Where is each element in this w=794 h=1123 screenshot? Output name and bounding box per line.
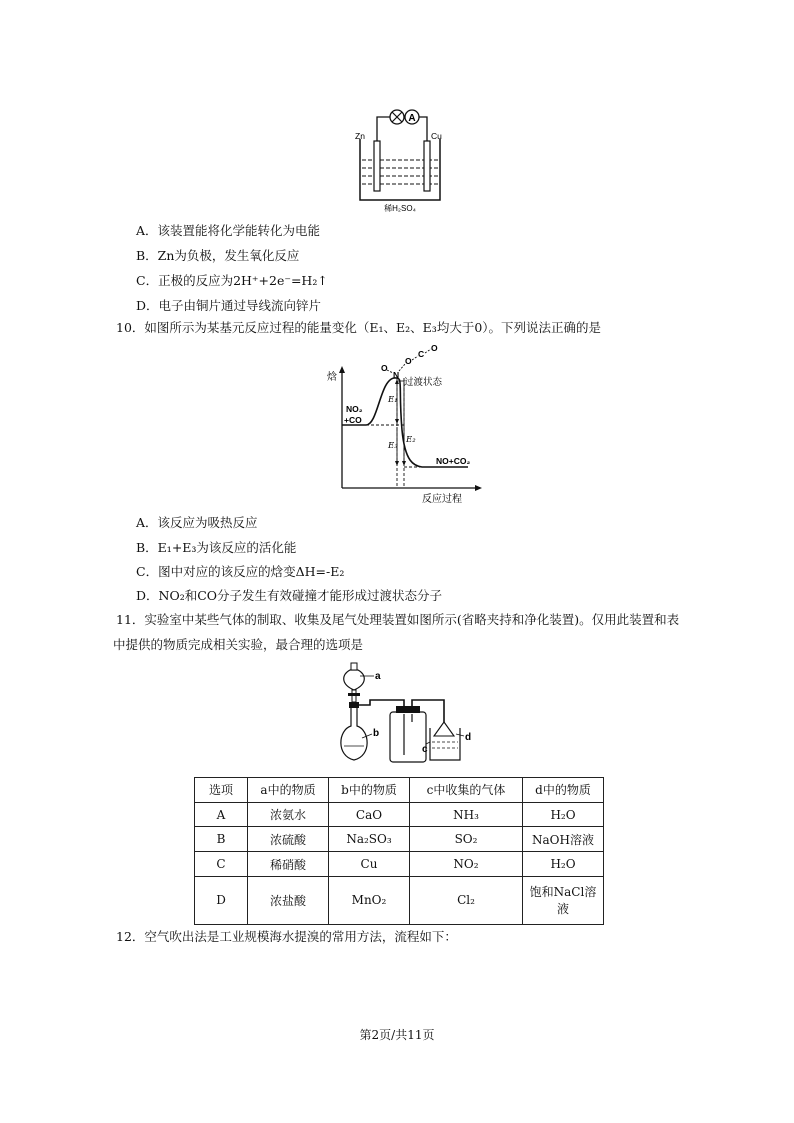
- transition-state-label: 过渡状态: [404, 377, 443, 388]
- q11-stem-line2: 中提供的物质完成相关实验，最合理的选项是: [113, 637, 364, 652]
- cu-electrode: [424, 141, 430, 191]
- table-row: [195, 827, 604, 852]
- gas-collecting-bottle: [390, 712, 426, 762]
- zn-label: Zn: [355, 131, 365, 141]
- q10-option-c: C．图中对应的该反应的焓变ΔH=-E₂: [136, 564, 345, 579]
- reactants-label-line1: NO₂: [346, 404, 363, 414]
- table-row: [195, 802, 604, 827]
- reactants-label-line2: +CO: [344, 415, 362, 425]
- table-cell: NH₃: [410, 802, 523, 827]
- table-cell: Cu: [329, 852, 410, 877]
- q11-options-table: [194, 777, 604, 925]
- label-a: a: [375, 671, 381, 682]
- table-cell: CaO: [329, 802, 410, 827]
- atom-o3: O: [431, 343, 438, 353]
- table-cell: SO₂: [410, 827, 523, 852]
- header-cell: a中的物质: [248, 778, 329, 803]
- atom-c: C: [418, 349, 425, 359]
- table-cell: 饱和NaCl溶液: [523, 876, 604, 924]
- q10-option-d: D．NO₂和CO分子发生有效碰撞才能形成过渡状态分子: [136, 588, 443, 603]
- transition-molecule: [381, 343, 438, 380]
- e2-label: E₂: [406, 435, 416, 445]
- e1-label: E₁: [388, 395, 398, 405]
- table-cell: NaOH溶液: [523, 827, 604, 852]
- atom-n: N: [393, 370, 400, 380]
- table-header-row: [195, 778, 604, 803]
- label-d: d: [465, 732, 472, 743]
- page-footer: 第2页/共11页: [359, 1028, 435, 1042]
- products-label: NO+CO₂: [436, 456, 471, 466]
- separatory-funnel: [344, 670, 365, 690]
- label-c: c: [422, 744, 428, 755]
- galvanic-cell-figure: [352, 105, 448, 215]
- q10-stem: 10．如图所示为某基元反应过程的能量变化（E₁、E₂、E₃均大于0）。下列说法正确的是: [116, 320, 602, 335]
- header-cell: b中的物质: [329, 778, 410, 803]
- ammeter-label: A: [408, 113, 416, 124]
- q9-option-c: C．正极的反应为2H⁺+2e⁻=H₂↑: [136, 273, 328, 288]
- table-cell: H₂O: [523, 852, 604, 877]
- q9-option-a: A．该装置能将化学能转化为电能: [136, 223, 321, 238]
- q12-stem: 12．空气吹出法是工业规模海水提溴的常用方法，流程如下：: [116, 929, 457, 944]
- table-cell: 浓盐酸: [248, 876, 329, 924]
- e3-label: E₃: [388, 441, 398, 451]
- apparatus-figure: [330, 660, 480, 772]
- table-cell: A: [195, 802, 248, 827]
- electrolyte-label: 稀H₂SO₄: [384, 204, 416, 213]
- table-cell: D: [195, 876, 248, 924]
- q11-stem-line1: 11．实验室中某些气体的制取、收集及尾气处理装置如图所示(省略夹持和净化装置)。仅用此装置和表: [116, 612, 680, 627]
- atom-o2: O: [405, 356, 412, 366]
- x-axis-label: 反应过程: [422, 494, 462, 505]
- table-cell: 浓氨水: [248, 802, 329, 827]
- round-flask: [341, 708, 367, 760]
- table-cell: NO₂: [410, 852, 523, 877]
- cu-label: Cu: [431, 131, 442, 141]
- energy-diagram-figure: [318, 340, 490, 508]
- table-cell: MnO₂: [329, 876, 410, 924]
- table-cell: 浓硫酸: [248, 827, 329, 852]
- q10-option-b: B．E₁+E₃为该反应的活化能: [136, 540, 297, 555]
- label-b: b: [373, 728, 380, 739]
- table-cell: C: [195, 852, 248, 877]
- table-row: [195, 876, 604, 924]
- table-cell: Na₂SO₃: [329, 827, 410, 852]
- zn-electrode: [374, 141, 380, 191]
- header-cell: c中收集的气体: [410, 778, 523, 803]
- q10-option-a: A．该反应为吸热反应: [136, 515, 258, 530]
- y-axis-label: 焓: [327, 372, 337, 383]
- atom-o1: O: [381, 363, 388, 373]
- header-cell: 选项: [195, 778, 248, 803]
- table-cell: H₂O: [523, 802, 604, 827]
- table-cell: Cl₂: [410, 876, 523, 924]
- header-cell: d中的物质: [523, 778, 604, 803]
- table-cell: B: [195, 827, 248, 852]
- q9-option-b: B．Zn为负极，发生氧化反应: [136, 248, 300, 263]
- table-cell: 稀硝酸: [248, 852, 329, 877]
- table-row: [195, 852, 604, 877]
- q9-option-d: D．电子由铜片通过导线流向锌片: [136, 298, 322, 313]
